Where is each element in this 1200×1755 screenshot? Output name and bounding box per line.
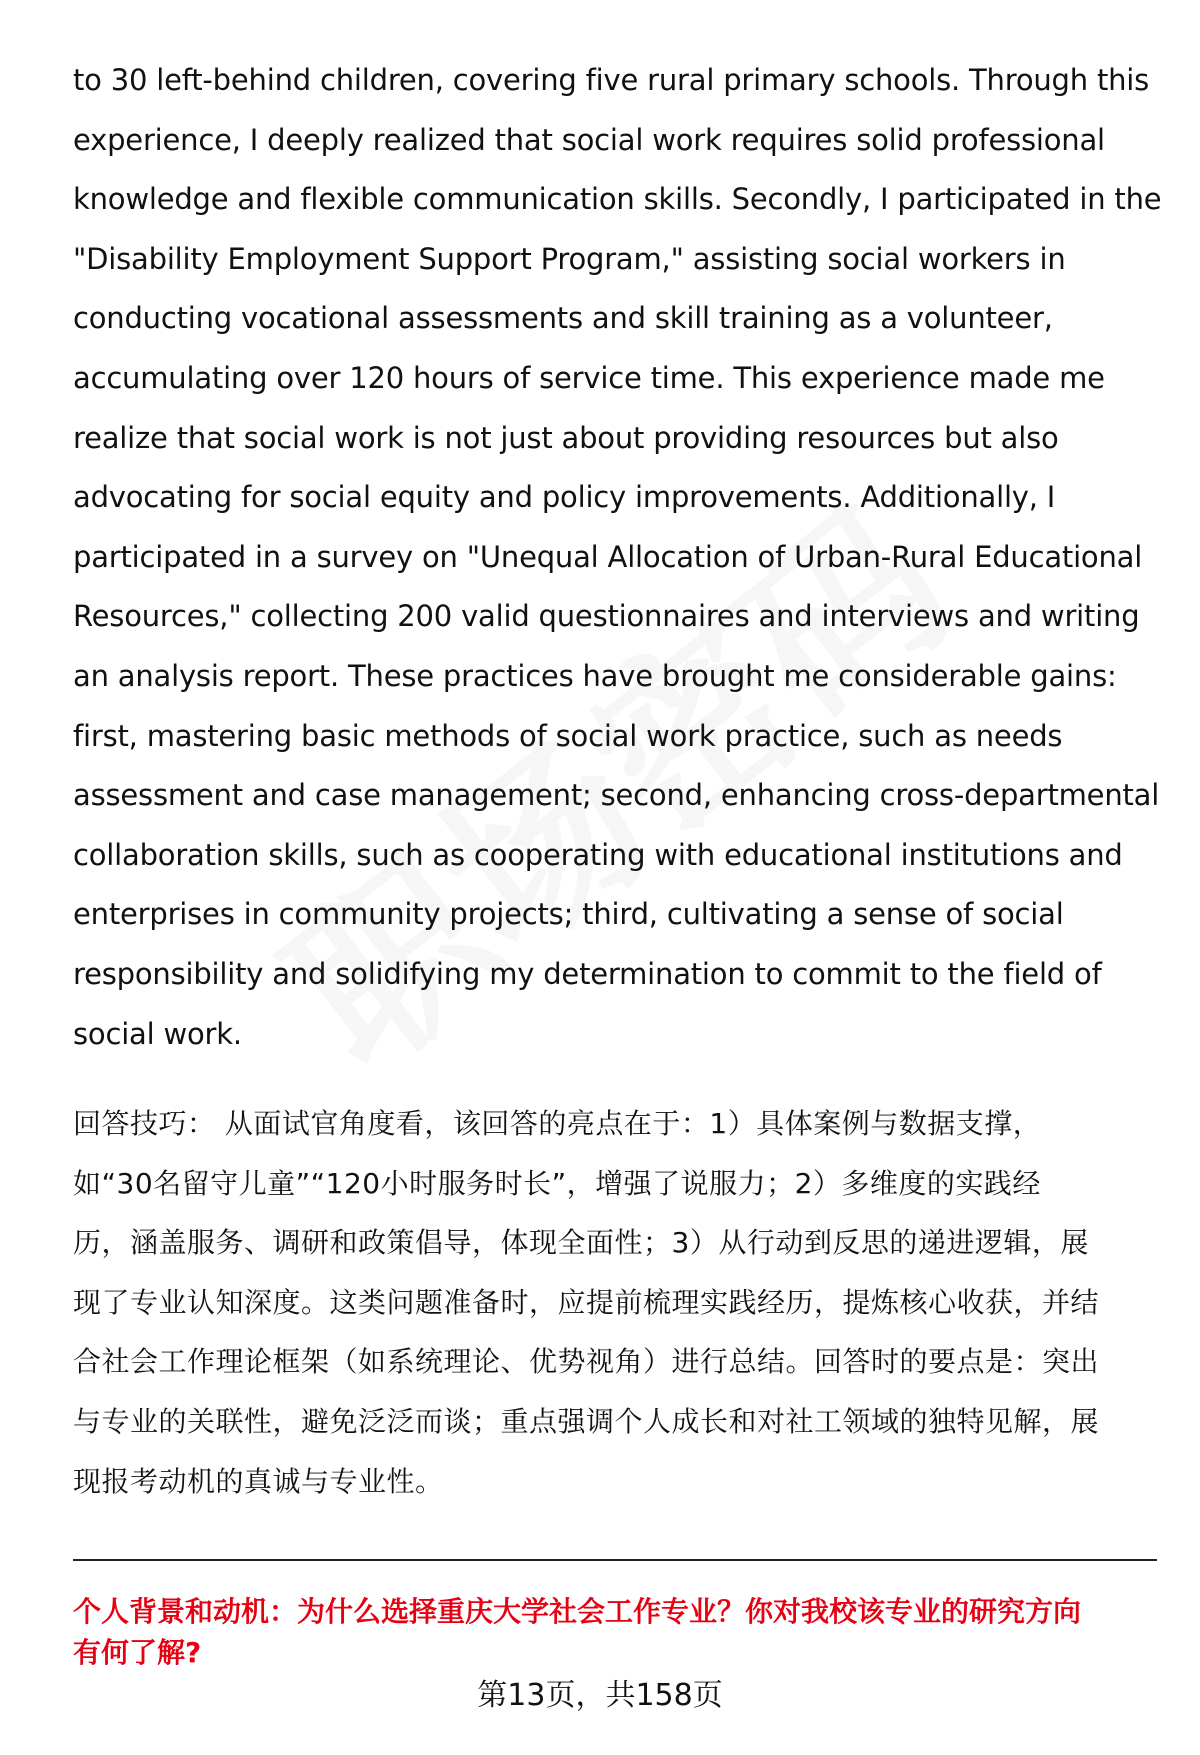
body-line: to 30 left-behind children, covering five rural primary schools. Through this (73, 63, 1150, 97)
tips-line: 合社会工作理论框架（如系统理论、优势视角）进行总结。回答时的要点是：突出 (73, 1345, 1100, 1379)
page-number: 第13页，共158页 (477, 1678, 723, 1713)
body-line: accumulating over 120 hours of service time. This experience made me (73, 361, 1105, 395)
body-line: Resources," collecting 200 valid questionnaires and interviews and writing (73, 599, 1140, 634)
tips-line: 现报考动机的真诚与专业性。 (73, 1464, 444, 1498)
body-line: participated in a survey on "Unequal Allocation of Urban-Rural Educational (73, 539, 1143, 574)
tips-line: 历，涵盖服务、调研和政策倡导，体现全面性；3）从行动到反思的递进逻辑，展 (73, 1226, 1089, 1260)
body-line: realize that social work is not just about providing resources but also (73, 420, 1059, 455)
body-line: knowledge and flexible communication skills. Secondly, I participated in the (73, 182, 1162, 217)
body-line: conducting vocational assessments and skill training as a volunteer, (73, 301, 1053, 336)
body-line: collaboration skills, such as cooperating with educational institutions and (73, 837, 1123, 872)
body-line: first, mastering basic methods of social work practice, such as needs (73, 718, 1063, 753)
tips-line: 与专业的关联性，避免泛泛而谈；重点强调个人成长和对社工领域的独特见解，展 (73, 1405, 1100, 1438)
body-line: responsibility and solidifying my determination to commit to the field of (73, 957, 1102, 991)
body-line: advocating for social equity and policy improvements. Additionally, I (73, 480, 1056, 515)
question-heading-line1: 个人背景和动机：为什么选择重庆大学社会工作专业？你对我校该专业的研究方向 (73, 1595, 1082, 1628)
tips-line: 回答技巧： 从面试官角度看，该回答的亮点在于：1）具体案例与数据支撑， (73, 1107, 1042, 1140)
tips-line: 如“30名留守儿童”“120小时服务时长”，增强了说服力；2）多维度的实践经 (73, 1166, 1041, 1200)
body-line: an analysis report. These practices have brought me considerable gains: (73, 659, 1117, 693)
body-line: enterprises in community projects; third, cultivating a sense of social (73, 897, 1064, 932)
tips-line: 现了专业认知深度。这类问题准备时，应提前梳理实践经历，提炼核心收获，并结 (73, 1285, 1100, 1319)
body-line: assessment and case management; second, enhancing cross-departmental (73, 778, 1160, 813)
body-line: "Disability Employment Support Program," assisting social workers in (73, 241, 1066, 276)
question-heading-line2: 有何了解? (73, 1636, 202, 1669)
body-line: social work. (73, 1016, 242, 1051)
divider (73, 1559, 1157, 1561)
body-line: experience, I deeply realized that social work requires solid professional (73, 122, 1105, 157)
